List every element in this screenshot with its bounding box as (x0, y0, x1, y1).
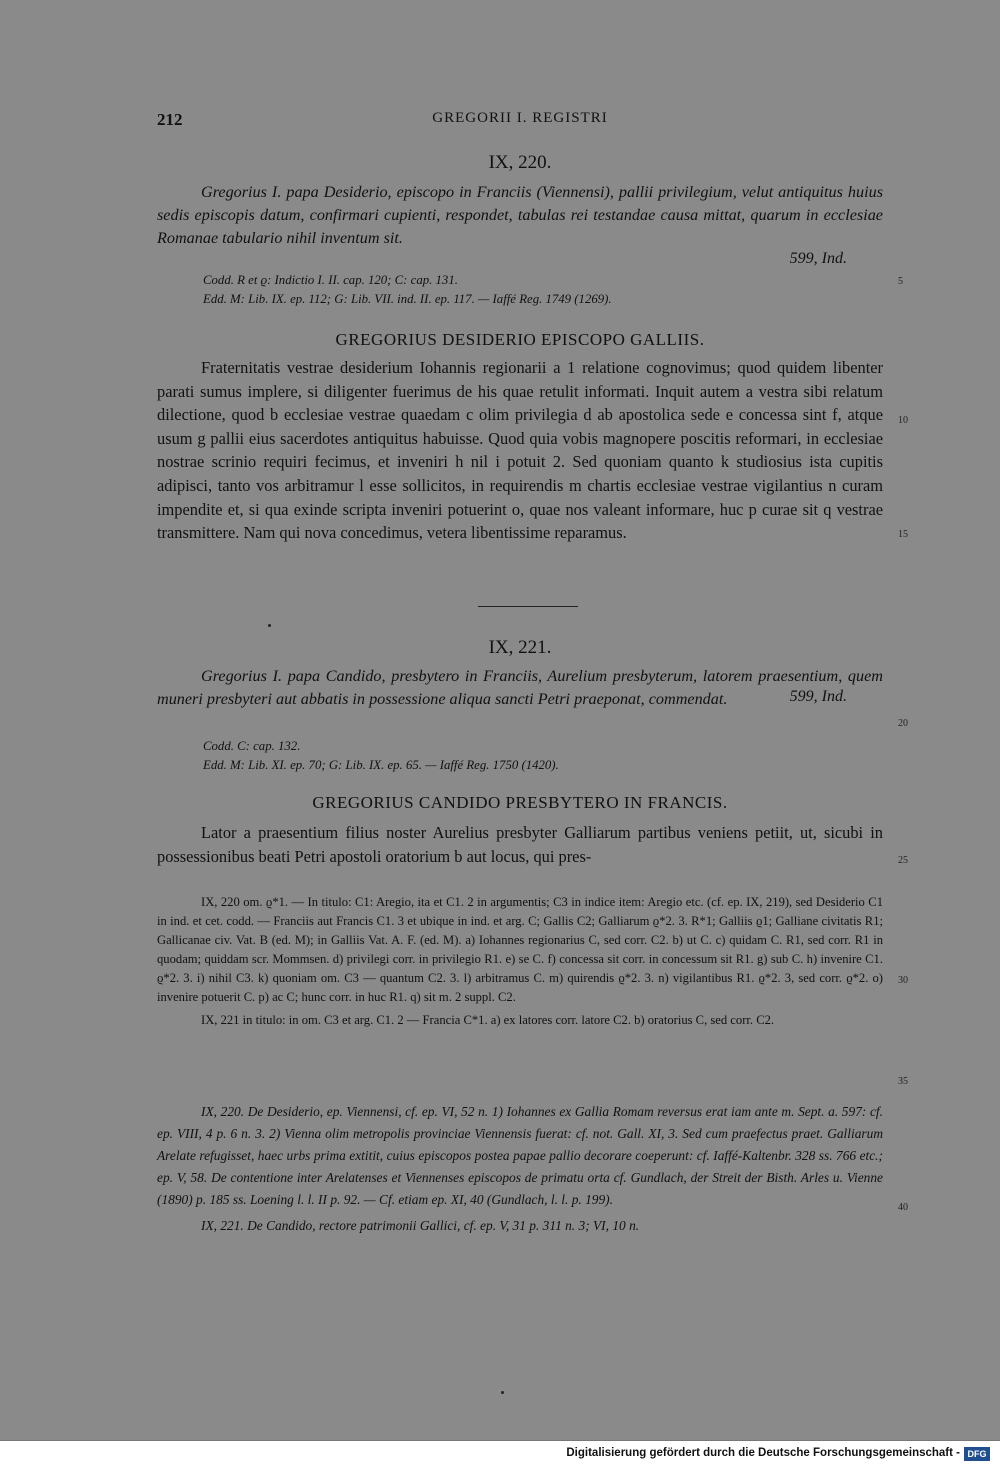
section-divider (478, 606, 578, 607)
line-number: 10 (898, 415, 908, 426)
commentary-paragraph: IX, 221. De Candido, rectore patrimonii Gallici, cf. ep. V, 31 p. 311 n. 3; VI, 10 n. (201, 1218, 640, 1233)
entry-220-summary-block (157, 181, 883, 268)
running-title: GREGORII I. REGISTRI (432, 110, 608, 126)
letter-220-title-block (157, 330, 883, 350)
editions-line: Edd. M: Lib. IX. ep. 112; G: Lib. VII. ind. II. ep. 117. — Iaffé Reg. 1749 (1269). (203, 292, 612, 306)
apparatus-paragraph: IX, 221 in titulo: in om. C3 et arg. C1. 2 — Francia C*1. a) ex latores corr. latore C2. b) oratorius C, sed corr. C2. (201, 1013, 775, 1027)
letter-title: GREGORIUS CANDIDO PRESBYTERO IN FRANCIS. (312, 793, 728, 812)
entry-221-heading (157, 637, 883, 659)
letter-title: GREGORIUS DESIDERIO EPISCOPO GALLIIS. (335, 330, 705, 349)
line-number: 30 (898, 975, 908, 986)
letter-text: Lator a praesentium filius noster Aurelius presbyter Galliarum partibus veniens petiit, ut, sicubi in possessionibus beati Petri apostoli oratorium b aut locus, qui pres- (157, 823, 883, 866)
entry-number: IX, 220. (488, 152, 552, 173)
line-number: 25 (898, 855, 908, 866)
codices-line: Codd. C: cap. 132. (203, 739, 301, 753)
page-number: 212 (157, 110, 183, 129)
entry-date: 599, Ind. (789, 250, 847, 267)
line-number: 5 (898, 276, 903, 287)
speck (501, 1391, 504, 1394)
digitization-footer (0, 1440, 1000, 1468)
editions-line: Edd. M: Lib. XI. ep. 70; G: Lib. IX. ep. 65. — Iaffé Reg. 1750 (1420). (203, 758, 559, 772)
entry-summary: Gregorius I. papa Desiderio, episcopo in Franciis (Viennensi), pallii privilegium, velut antiquitus huius sedis episcopis datum, confirmari cupienti, respondet, tabulas rei testandae causa mittat, quarum in ecclesiae Romanae tabulario nihil inventum sit. (157, 183, 883, 247)
dfg-logo-icon: DFG (964, 1447, 990, 1461)
entry-221-sigla (157, 737, 883, 775)
entry-date: 599, Ind. (789, 688, 847, 705)
entry-221-summary-block (157, 665, 883, 706)
commentary-paragraph: IX, 220. De Desiderio, ep. Viennensi, cf. ep. VI, 52 n. 1) Iohannes ex Gallia Romam reversus erat iam ante m. Sept. a. 597: cf. ep. VIII, 4 p. 6 n. 3. 2) Vienna olim metropolis provinciae Viennensis fuerat: cf. not. Gall. XI, 3. Sed cum praefectus praet. Galliarum Arelate refugisset, haec urbs prima extitit, cuius episcopos postea papae pallio decorare coeperunt: cf. Iaffé-Kaltenbr. 328 ss. 766 etc.; ep. V, 58. De contentione inter Arelatenses et Viennenses episcopos de primatu orta cf. Gundlach, der Streit der Bisth. Arles u. Vienne (1890) p. 185 ss. Loening l. l. II p. 92. — Cf. etiam ep. XI, 40 (Gundlach, l. l. p. 199). (157, 1104, 883, 1207)
entry-220-sigla (157, 271, 883, 309)
line-number: 20 (898, 718, 908, 729)
letter-text: Fraternitatis vestrae desiderium Iohannis regionarii a 1 relatione cognovimus; quod quidem libenter parati sumus implere, si diligenter fuerimus de his quae retulit informati. Inquit autem a vestra sibi relatum dilectione, quod b ecclesiae vestrae quaedam c olim privilegia d ab apostolica sede e concessa sint f, atque usum g pallii eius sacerdotes antiquitus habuisse. Quod quia vobis magnopere poscitis reformari, in ecclesiae nostrae scrinio requiri fecimus, et inveniri h nil i potuit 2. Sed quoniam quanto k studiosius ista cupitis adipisci, tanto vos arbitramur l esse sollicitos, in requirendis m chartis ecclesiae vestrae vigilantius n curam impendite et, si qua exinde scripta inveniri potuerint o, quae nos valeant informare, huc p curae sit q vestrae transmittere. Nam qui nova concedimus, vetera libentissime reparamus. (157, 358, 883, 543)
line-number: 35 (898, 1076, 908, 1087)
letter-221-text-block (157, 821, 883, 868)
critical-apparatus (157, 893, 883, 1030)
entry-220-heading (157, 152, 883, 174)
page-header (157, 110, 883, 134)
entry-summary: Gregorius I. papa Candido, presbytero in Franciis, Aurelium presbyterum, latorem praesentium, quem muneri presbyteri aut abbatis in possessione aliqua sancti Petri praeponat, commendat. (157, 667, 883, 708)
apparatus-paragraph: IX, 220 om. ϱ*1. — In titulo: C1: Aregio, ita et C1. 2 in argumentis; C3 in indice item: Aregio etc. (cf. ep. IX, 219), sed Desiderio C1 in ind. et cet. codd. — Franciis aut Francis C1. 3 et ubique in ind. et arg. C; Gallis C2; Galliarum ϱ*2. 3. R*1; Galliis ϱ1; Galliane civitatis R1; Gallicanae civ. Vat. B (ed. M); in Galliis Vat. A. F. (ed. M). a) Iohannes regionarius C, sed corr. C2. b) ut C. c) quidam C. R1, sed corr. R1 in quodam; quiddam scr. Mommsen. d) privilegi corr. in privilegio R1. e) se C. f) concessa sit corr. in concessum sit R1. g) sub C. h) invenire C1. ϱ*2. 3. i) nihil C3. k) quoniam om. C3 — quantum C2. 3. l) arbitramus C. m) quirendis ϱ*2. 3. n) vigilantibus R1. ϱ*2. 3, sed corr. ϱ*2. o) invenire potuerit C. p) ac C; hunc corr. in huc R1. q) sit m. 2 suppl. C2. (157, 895, 883, 1004)
line-number: 40 (898, 1202, 908, 1213)
speck (268, 624, 271, 627)
entry-number: IX, 221. (488, 637, 552, 658)
codices-line: Codd. R et ϱ: Indictio I. II. cap. 120; C: cap. 131. (203, 273, 458, 287)
commentary-notes (157, 1101, 883, 1237)
funding-credit: Digitalisierung gefördert durch die Deutsche Forschungsgemeinschaft - (566, 1447, 960, 1459)
letter-221-title-block (157, 793, 883, 813)
letter-220-text-block (157, 356, 883, 545)
line-number: 15 (898, 529, 908, 540)
